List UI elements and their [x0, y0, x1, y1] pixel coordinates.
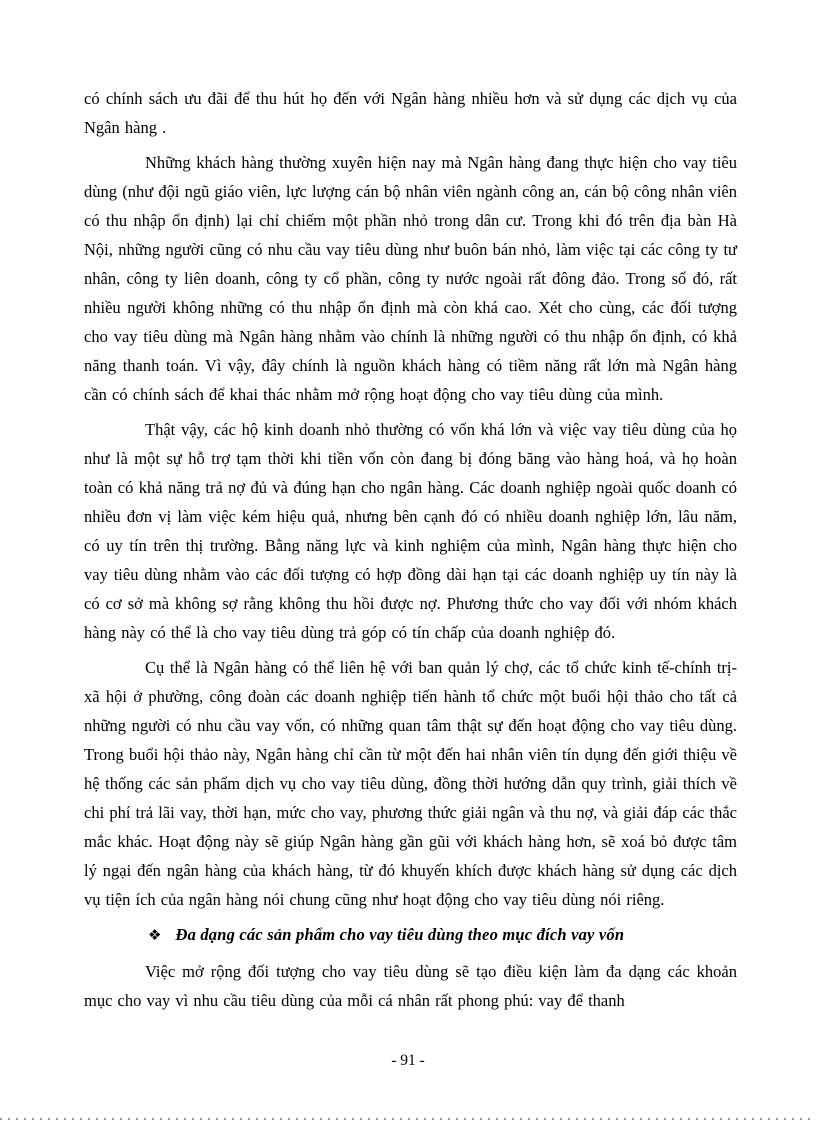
paragraph: Việc mở rộng đối tượng cho vay tiêu dùng sẽ tạo điều kiện làm đa dạng các khoản mục cho vay vì nhu cầu tiêu dùng của mỗi cá nhân rất phong phú: vay để thanh [84, 962, 737, 1010]
paragraph: Cụ thể là Ngân hàng có thể liên hệ với ban quản lý chợ, các tổ chức kinh tế-chính trị-xã hội ở phường, công đoàn các doanh nghiệp tiến hành tổ chức một buổi hội thảo cho tất cả những người có nhu cầu vay vốn, có những quan tâm thật sự đến hoạt động cho vay tiêu dùng. Trong buổi hội thảo này, Ngân hàng chỉ cần từ một đến hai nhân viên tín dụng đến giới thiệu về hệ thống các sản phẩm dịch vụ cho vay tiêu dùng, đồng thời hướng dẫn quy trình, giải thích về chi phí trả lãi vay, thời hạn, mức cho vay, phương thức giải ngân và thu nợ, và giải đáp các thắc mắc khác. Hoạt động này sẽ giúp Ngân hàng gần gũi với khách hàng hơn, sẽ xoá bỏ được tâm lý ngại đến ngân hàng của khách hàng, từ đó khuyến khích được khách hàng sử dụng các dịch vụ tiện ích của ngân hàng nói chung cũng như hoạt động cho vay tiêu dùng nói riêng. [84, 658, 737, 909]
diamond-bullet-icon: ❖ [148, 926, 162, 944]
paragraph: Thật vậy, các hộ kinh doanh nhỏ thường có vốn khá lớn và việc vay tiêu dùng của họ như là một sự hỗ trợ tạm thời khi tiền vốn còn đang bị đóng băng vào hàng hoá, và họ hoàn toàn có khả năng trả nợ đủ và đúng hạn cho ngân hàng. Các doanh nghiệp ngoài quốc doanh có nhiều đơn vị làm việc kém hiệu quả, nhưng bên cạnh đó có nhiều doanh nghiệp lớn, lâu năm, có uy tín trên thị trường. Bằng năng lực và kinh nghiệm của mình, Ngân hàng thực hiện cho vay tiêu dùng nhằm vào các đối tượng có hợp đồng dài hạn tại các doanh nghiệp uy tín này là có cơ sở mà không sợ rằng không thu hồi được nợ. Phương thức cho vay đối với nhóm khách hàng này có thể là cho vay tiêu dùng trả góp có tín chấp của doanh nghiệp đó. [84, 420, 737, 642]
page-bottom-border [0, 1118, 816, 1120]
paragraph: Những khách hàng thường xuyên hiện nay mà Ngân hàng đang thực hiện cho vay tiêu dùng (như đội ngũ giáo viên, lực lượng cán bộ nhân viên ngành công an, cán bộ công nhân viên có thu nhập ổn định) lại chỉ chiếm một phần nhỏ trong dân cư. Trong khi đó trên địa bàn Hà Nội, những người cũng có nhu cầu vay tiêu dùng như buôn bán nhỏ, làm việc tại các công ty tư nhân, công ty liên doanh, công ty cổ phần, công ty nước ngoài rất đông đảo. Trong số đó, rất nhiều người không những có thu nhập ổn định mà còn khá cao. Xét cho cùng, các đối tượng cho vay tiêu dùng mà Ngân hàng nhằm vào chính là những người có thu nhập ổn định, có khả năng thanh toán. Vì vậy, đây chính là nguồn khách hàng có tiềm năng rất lớn mà Ngân hàng cần có chính sách để khai thác nhằm mở rộng hoạt động cho vay tiêu dùng của mình. [84, 153, 737, 404]
section-heading-text: Đa dạng các sản phẩm cho vay tiêu dùng theo mục đích vay vốn [175, 925, 625, 944]
page-number: - 91 - [391, 1052, 425, 1069]
page-footer [0, 1050, 816, 1072]
document-body [84, 84, 737, 1021]
section-heading [148, 920, 737, 950]
paragraph-continuation: có chính sách ưu đãi để thu hút họ đến với Ngân hàng nhiều hơn và sử dụng các dịch vụ của Ngân hàng . [84, 89, 737, 137]
